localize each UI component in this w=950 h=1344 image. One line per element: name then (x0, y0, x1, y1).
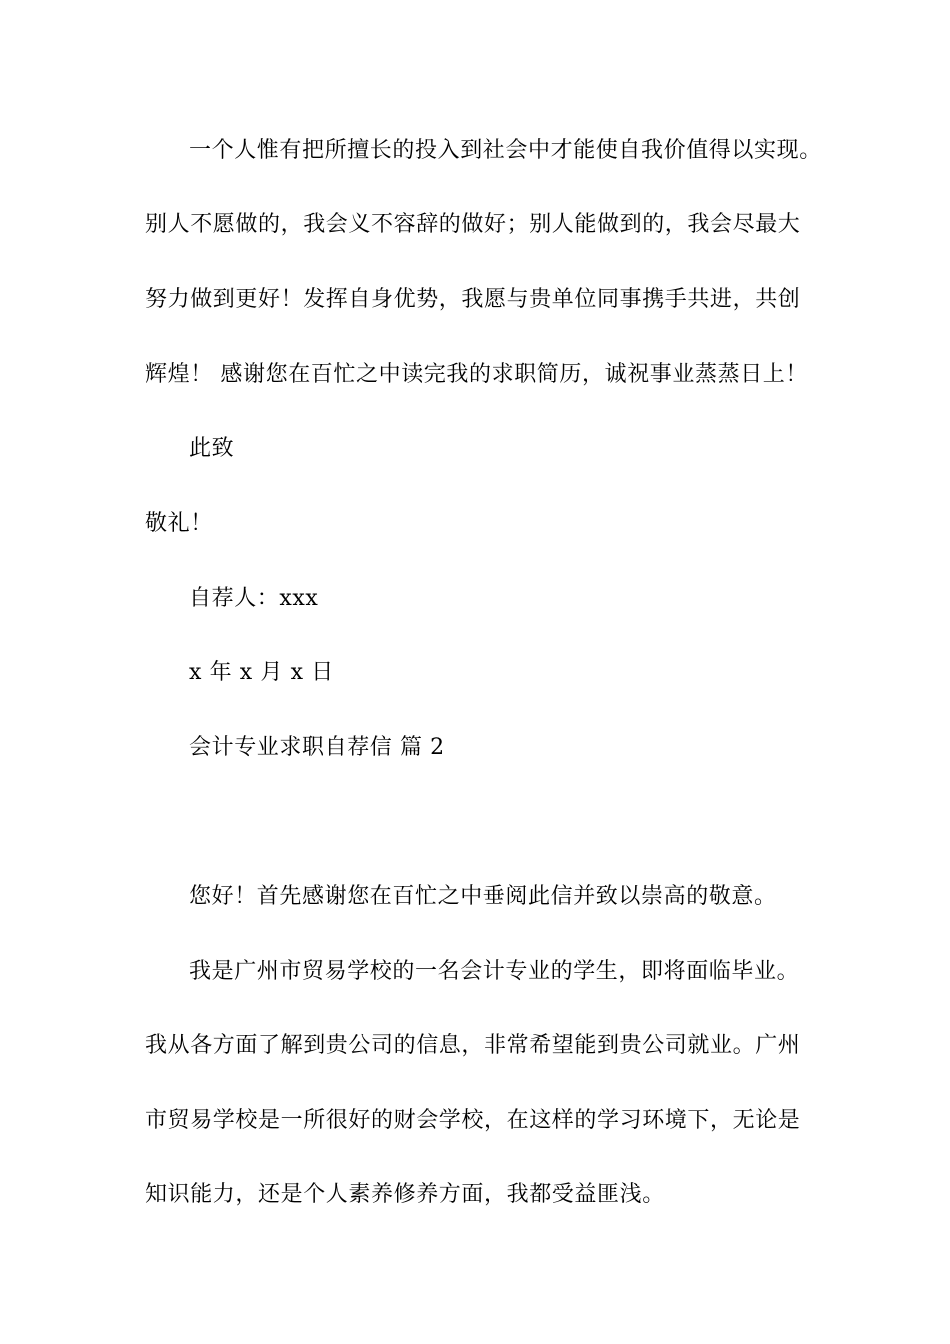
paragraph-line: 努力做到更好！发挥自身优势，我愿与贵单位同事携手共进，共创 (145, 287, 801, 312)
closing-regards: 敬礼！ (145, 511, 213, 536)
section-title: 会计专业求职自荐信 篇 2 (189, 735, 445, 760)
closing-salutation: 此致 (189, 436, 235, 461)
paragraph-line: 市贸易学校是一所很好的财会学校，在这样的学习环境下，无论是 (145, 1108, 801, 1133)
date-line: x 年 x 月 x 日 (189, 660, 334, 685)
paragraph-line: 我从各方面了解到贵公司的信息，非常希望能到贵公司就业。广州 (145, 1033, 801, 1058)
paragraph-line: 您好！首先感谢您在百忙之中垂阅此信并致以崇高的敬意。 (189, 884, 777, 909)
signature-line: 自荐人：xxx (189, 586, 319, 611)
paragraph-line: 我是广州市贸易学校的一名会计专业的学生，即将面临毕业。 (189, 959, 800, 984)
paragraph-line: 别人不愿做的，我会义不容辞的做好；别人能做到的，我会尽最大 (145, 212, 801, 237)
paragraph-line: 一个人惟有把所擅长的投入到社会中才能使自我价值得以实现。 (189, 138, 822, 163)
paragraph-line: 辉煌！ 感谢您在百忙之中读完我的求职简历，诚祝事业蒸蒸日上！ (145, 362, 808, 387)
paragraph-line: 知识能力，还是个人素养修养方面，我都受益匪浅。 (145, 1182, 665, 1207)
